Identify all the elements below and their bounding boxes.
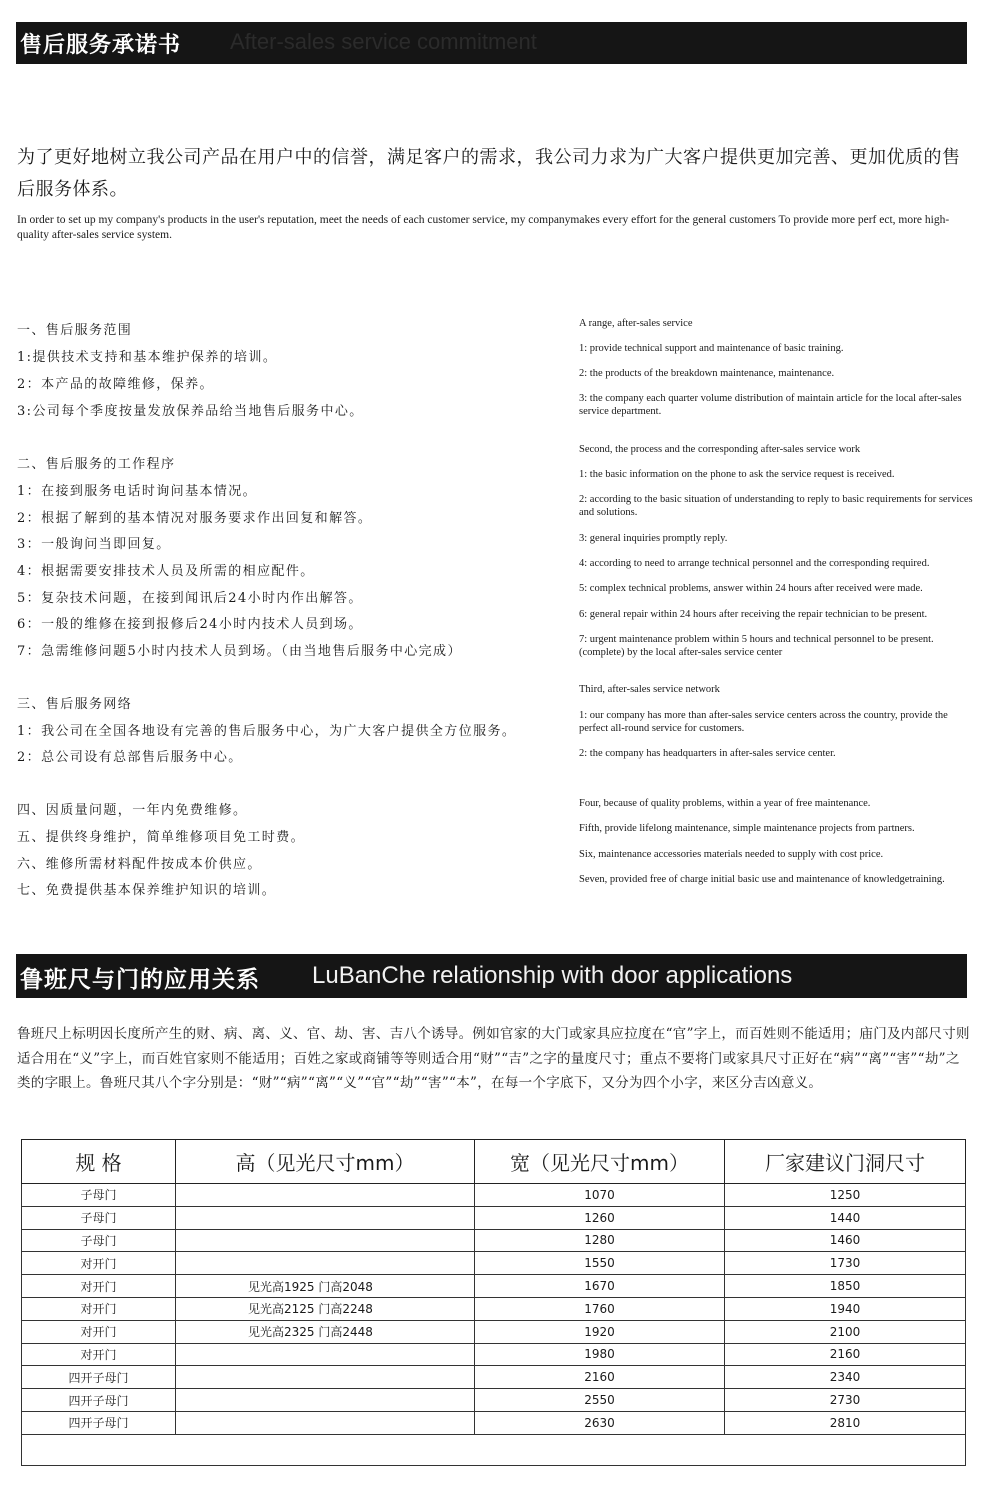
cell-height xyxy=(176,1366,475,1389)
cell-height xyxy=(176,1411,475,1434)
cell-height xyxy=(176,1389,475,1412)
cell-spec: 对开门 xyxy=(22,1252,176,1275)
en-line: 3: general inquiries promptly reply. xyxy=(579,533,728,544)
en-line: 1: provide technical support and maintenance of basic training. xyxy=(579,343,844,354)
lubanche-paragraph: 鲁班尺上标明因长度所产生的财、病、离、义、官、劫、害、吉八个诱导。例如官家的大门或家具应拉度在“官”字上，而百姓则不能适用；庙门及内部尺寸则适合用在“义”字上，而百姓官家则不能适用；百姓之家或商铺等等则适合用“财”“吉”之字的量度尺寸；重点不要将门或家具尺寸正好在“病”“离”“害”“劫”之类的字眼上。鲁班尺其八个字分别是：“财”“病”“离”“义”“官”“劫”“害”“本”，在每一个字底下，又分为四个小字，来区分吉凶意义。 xyxy=(17,1026,970,1091)
cell-opening: 2810 xyxy=(725,1411,966,1434)
cell-height xyxy=(176,1184,475,1207)
table-empty-row xyxy=(22,1434,966,1465)
cn-line: 2：总公司设有总部售后服务中心。 xyxy=(17,750,243,765)
table-row xyxy=(22,1366,966,1389)
cell-opening: 2100 xyxy=(725,1320,966,1343)
en-heading-5: Fifth, provide lifelong maintenance, simple maintenance projects from partners. xyxy=(579,823,915,834)
en-heading-1: A range, after-sales service xyxy=(579,318,693,329)
en-heading-6: Six, maintenance accessories materials needed to supply with cost price. xyxy=(579,849,884,860)
cell-height: 见光高1925 门高2048 xyxy=(176,1275,475,1298)
cn-line: 1：我公司在全国各地设有完善的售后服务中心，为广大客户提供全方位服务。 xyxy=(17,724,517,739)
cn-heading-1: 一、售后服务范围 xyxy=(17,323,133,338)
section-banner-lubanche xyxy=(16,954,967,998)
cell-spec: 四开子母门 xyxy=(22,1411,176,1434)
table-row xyxy=(22,1184,966,1207)
cn-line: 1:提供技术支持和基本维护保养的培训。 xyxy=(17,350,278,365)
section-title-en: LuBanChe relationship with door applications xyxy=(312,962,793,989)
cn-line: 6：一般的维修在接到报修后24小时内技术人员到场。 xyxy=(17,617,363,632)
cell-opening: 1730 xyxy=(725,1252,966,1275)
en-heading-4: Four, because of quality problems, within a year of free maintenance. xyxy=(579,798,871,809)
cn-line: 3：一般询问当即回复。 xyxy=(17,537,171,552)
cell-width: 2630 xyxy=(475,1411,725,1434)
table-row xyxy=(22,1343,966,1366)
en-line: 1: our company has more than after-sales service centers across the country, provide the perfect all-round service for customers. xyxy=(579,710,948,734)
empty-cell xyxy=(22,1434,966,1465)
cell-spec: 对开门 xyxy=(22,1297,176,1320)
cell-width: 1550 xyxy=(475,1252,725,1275)
cell-height xyxy=(176,1229,475,1252)
cell-opening: 1440 xyxy=(725,1206,966,1229)
cell-width: 2160 xyxy=(475,1366,725,1389)
section-banner-after-sales xyxy=(16,22,967,64)
cell-width: 1670 xyxy=(475,1275,725,1298)
table-header-row xyxy=(22,1140,966,1184)
en-line: 4: according to need to arrange technical personnel and the corresponding required. xyxy=(579,558,930,569)
cn-heading-4: 四、因质量问题，一年内免费维修。 xyxy=(17,803,248,818)
cell-opening: 2730 xyxy=(725,1389,966,1412)
cn-heading-6: 六、维修所需材料配件按成本价供应。 xyxy=(17,857,262,872)
door-size-table xyxy=(21,1139,966,1466)
header-opening-size: 厂家建议门洞尺寸 xyxy=(725,1140,966,1184)
section-title-en: After-sales service commitment xyxy=(230,29,537,54)
cell-opening: 1460 xyxy=(725,1229,966,1252)
table-row xyxy=(22,1229,966,1252)
cell-height: 见光高2125 门高2248 xyxy=(176,1297,475,1320)
en-heading-3: Third, after-sales service network xyxy=(579,684,720,695)
cell-width: 1070 xyxy=(475,1184,725,1207)
table-row xyxy=(22,1411,966,1434)
cn-line: 1：在接到服务电话时询问基本情况。 xyxy=(17,484,258,499)
en-line: 7: urgent maintenance problem within 5 hours and technical personnel to be present. (complete) by the local after-sales service center xyxy=(579,634,934,658)
cn-line: 7：急需维修问题5小时内技术人员到场。（由当地售后服务中心完成） xyxy=(17,644,462,659)
en-line: 5: complex technical problems, answer within 24 hours after received were made. xyxy=(579,583,923,594)
en-line: 6: general repair within 24 hours after receiving the repair technician to be present. xyxy=(579,609,928,620)
en-line: 2: the products of the breakdown maintenance, maintenance. xyxy=(579,368,835,379)
cell-spec: 对开门 xyxy=(22,1343,176,1366)
table-row xyxy=(22,1389,966,1412)
cn-heading-7: 七、免费提供基本保养维护知识的培训。 xyxy=(17,883,277,898)
table-row xyxy=(22,1252,966,1275)
header-spec: 规 格 xyxy=(22,1140,176,1184)
cell-height xyxy=(176,1206,475,1229)
section-title-cn: 售后服务承诺书 xyxy=(20,33,182,58)
cell-opening: 2160 xyxy=(725,1343,966,1366)
cell-spec: 对开门 xyxy=(22,1275,176,1298)
en-line: 2: according to the basic situation of understanding to reply to basic requirements for services and solutions. xyxy=(579,494,973,518)
cell-height xyxy=(176,1343,475,1366)
en-line: 1: the basic information on the phone to ask the service request is received. xyxy=(579,469,895,480)
cell-spec: 四开子母门 xyxy=(22,1389,176,1412)
en-heading-7: Seven, provided free of charge initial basic use and maintenance of knowledgetraining. xyxy=(579,874,945,885)
cell-width: 1760 xyxy=(475,1297,725,1320)
cell-width: 1260 xyxy=(475,1206,725,1229)
cn-line: 5：复杂技术问题，在接到闻讯后24小时内作出解答。 xyxy=(17,591,363,606)
header-width: 宽（见光尺寸mm） xyxy=(475,1140,725,1184)
cn-heading-2: 二、售后服务的工作程序 xyxy=(17,457,176,472)
cell-width: 1920 xyxy=(475,1320,725,1343)
cn-heading-3: 三、售后服务网络 xyxy=(17,697,133,712)
cell-height: 见光高2325 门高2448 xyxy=(176,1320,475,1343)
section-title-cn: 鲁班尺与门的应用关系 xyxy=(20,967,260,993)
table-row xyxy=(22,1297,966,1320)
cn-line: 2：根据了解到的基本情况对服务要求作出回复和解答。 xyxy=(17,511,373,526)
cell-width: 2550 xyxy=(475,1389,725,1412)
cell-width: 1280 xyxy=(475,1229,725,1252)
cn-line: 2：本产品的故障维修，保养。 xyxy=(17,377,214,392)
table-row xyxy=(22,1206,966,1229)
en-line: 2: the company has headquarters in after-sales service center. xyxy=(579,748,836,759)
cell-opening: 2340 xyxy=(725,1366,966,1389)
en-line: 3: the company each quarter volume distribution of maintain article for the local after-sales service department. xyxy=(579,393,962,417)
cn-line: 4：根据需要安排技术人员及所需的相应配件。 xyxy=(17,564,315,579)
en-heading-2: Second, the process and the corresponding after-sales service work xyxy=(579,444,861,455)
table-row xyxy=(22,1275,966,1298)
cn-line: 3:公司每个季度按量发放保养品给当地售后服务中心。 xyxy=(17,404,364,419)
cell-height xyxy=(176,1252,475,1275)
cn-heading-5: 五、提供终身维护，简单维修项目免工时费。 xyxy=(17,830,306,845)
cell-opening: 1850 xyxy=(725,1275,966,1298)
intro-paragraph-en: In order to set up my company's products in the user's reputation, meet the needs of each customer service, my companymakes every effort for the general customers To provide more perf ect, more high-quality after-sales service system. xyxy=(17,214,950,241)
intro-paragraph-cn: 为了更好地树立我公司产品在用户中的信誉，满足客户的需求，我公司力求为广大客户提供更加完善、更加优质的售后服务体系。 xyxy=(17,147,961,200)
cell-spec: 子母门 xyxy=(22,1184,176,1207)
cell-opening: 1250 xyxy=(725,1184,966,1207)
header-height: 高（见光尺寸mm） xyxy=(176,1140,475,1184)
cell-spec: 子母门 xyxy=(22,1206,176,1229)
cell-width: 1980 xyxy=(475,1343,725,1366)
cell-spec: 子母门 xyxy=(22,1229,176,1252)
cell-spec: 四开子母门 xyxy=(22,1366,176,1389)
cell-opening: 1940 xyxy=(725,1297,966,1320)
table-row xyxy=(22,1320,966,1343)
cell-spec: 对开门 xyxy=(22,1320,176,1343)
